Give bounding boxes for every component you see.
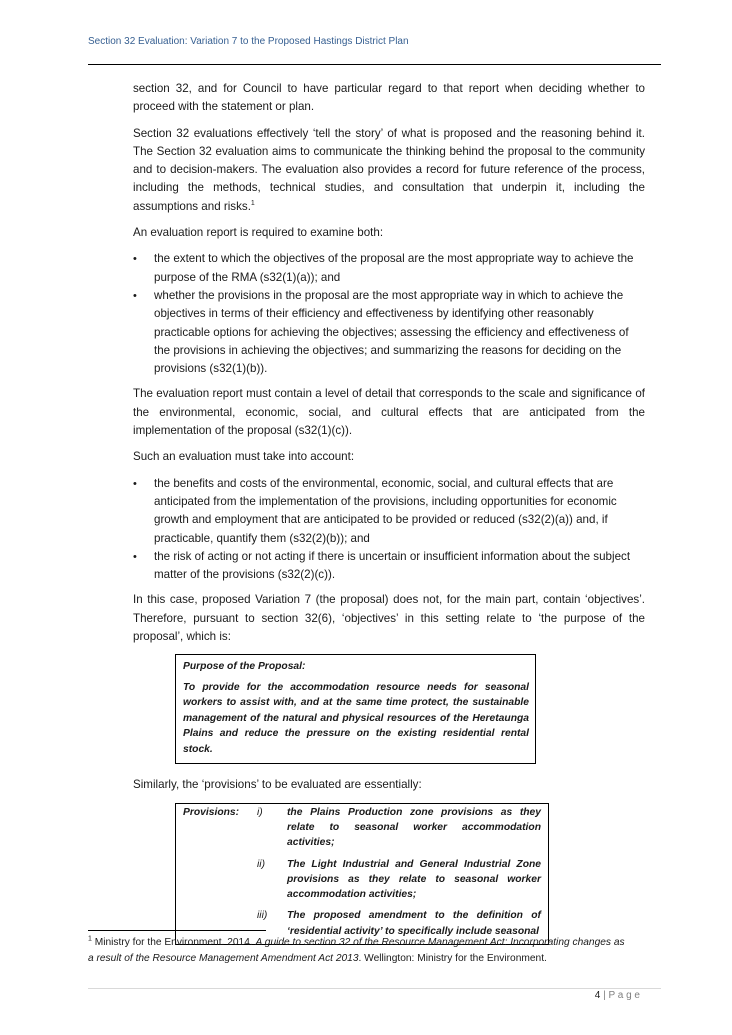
footnote-divider: [88, 930, 266, 931]
header-divider: [88, 64, 661, 65]
footnote-reference[interactable]: 1: [250, 199, 255, 207]
bullet-icon: •: [133, 550, 137, 563]
list-item: [133, 548, 645, 585]
bullet-list: [133, 250, 645, 378]
list-item-text: the benefits and costs of the environmental, economic, social, and cultural effects that are anticipated from the implementation of the provisions, including opportunities for economic growth and employment that are anticipated to be provided or reduced (s32(2)(a)) and, if practicable, quantify them (s32(2)(b)); and: [154, 476, 617, 545]
bullet-icon: •: [133, 477, 137, 490]
list-item: [133, 287, 645, 378]
provision-text: The Light Industrial and General Industrial Zone provisions as they relate to seasonal worker accommodation activities;: [287, 858, 541, 901]
purpose-text: To provide for the accommodation resource needs for seasonal workers to assist with, and at the same time protect, the sustainable management of the natural and physical resources of the Heretaunga Plains and reduce the pressure on the existing residential rental stock.: [183, 681, 529, 755]
paragraph: [133, 125, 645, 216]
paragraph: Such an evaluation must take into account:: [133, 450, 355, 464]
bullet-list: [133, 475, 645, 585]
purpose-box: [175, 654, 536, 764]
paragraph: Similarly, the ‘provisions’ to be evaluated are essentially:: [133, 778, 422, 792]
provisions-table: [175, 803, 549, 945]
list-item-text: the risk of acting or not acting if there is uncertain or insufficient information about the subject matter of the provisions (s32(2)(c)).: [154, 549, 631, 582]
paragraph: An evaluation report is required to examine both:: [133, 226, 384, 240]
bullet-icon: •: [133, 289, 137, 302]
list-item: [133, 250, 645, 287]
purpose-heading: Purpose of the Proposal:: [183, 661, 306, 673]
footnote-marker: 1: [88, 935, 92, 943]
table-row: [176, 856, 549, 908]
provision-number: iii): [257, 910, 268, 922]
provisions-label: Provisions:: [183, 806, 240, 818]
paragraph: In this case, proposed Variation 7 (the proposal) does not, for the main part, contain ‘objectives’. Therefore, pursuant to section 32(6), ‘objectives’ in this setting relate to ‘the purpose of the proposal’, which is:: [133, 593, 645, 644]
paragraph: section 32, and for Council to have particular regard to that report when deciding whether to proceed with the statement or plan.: [133, 82, 645, 114]
running-header: Section 32 Evaluation: Variation 7 to the Proposed Hastings District Plan: [88, 36, 409, 47]
list-item-text: the extent to which the objectives of the proposal are the most appropriate way to achieve the purpose of the RMA (s32(1)(a)); and: [154, 252, 634, 284]
provision-text: the Plains Production zone provisions as they relate to seasonal worker accommodation activities;: [287, 806, 541, 849]
page-label: | P a g e: [600, 990, 640, 1001]
footer-divider: [88, 988, 661, 989]
provision-number: i): [257, 806, 263, 818]
footnote-text: . Wellington: Ministry for the Environment.: [358, 952, 547, 964]
footnote-title: A guide to section 32 of the Resource Management Act: Incorporating changes as a result of the Resource Management Amendment Act 2013: [88, 937, 625, 964]
table-row: [176, 803, 549, 855]
provision-text: The proposed amendment to the definition of ‘residential activity’ to specifically include seasonal: [287, 910, 541, 937]
page-body: [133, 80, 645, 945]
list-item-text: whether the provisions in the proposal are the most appropriate way in which to achieve the objectives in terms of their efficiency and effectiveness by identifying other reasonably practicable options for achieving the objectives; assessing the efficiency and effectiveness of the provisions in achieving the objectives; and summarizing the reasons for deciding on the provisions (s32(1)(b)).: [154, 288, 629, 376]
footnote-text: Ministry for the Environment. 2014.: [91, 937, 256, 948]
provision-number: ii): [257, 858, 266, 870]
page-number: [595, 990, 640, 1001]
paragraph-text: Section 32 evaluations effectively ‘tell the story’ of what is proposed and the reasoning behind it. The Section 32 evaluation aims to communicate the thinking behind the proposal to the community and to decision-makers. The evaluation also provides a record for future reference of the process, including the methods, technical studies, and consultation that underpin it, including the assumptions and risks.: [133, 126, 645, 213]
list-item: [133, 475, 645, 548]
paragraph: The evaluation report must contain a level of detail that corresponds to the scale and significance of the environmental, economic, social, and cultural effects that are anticipated from the implementation of the proposal (s32(1)(c)).: [133, 387, 645, 438]
bullet-icon: •: [133, 253, 137, 266]
footnote: [88, 935, 633, 966]
page-number-value: 4: [594, 990, 601, 1001]
